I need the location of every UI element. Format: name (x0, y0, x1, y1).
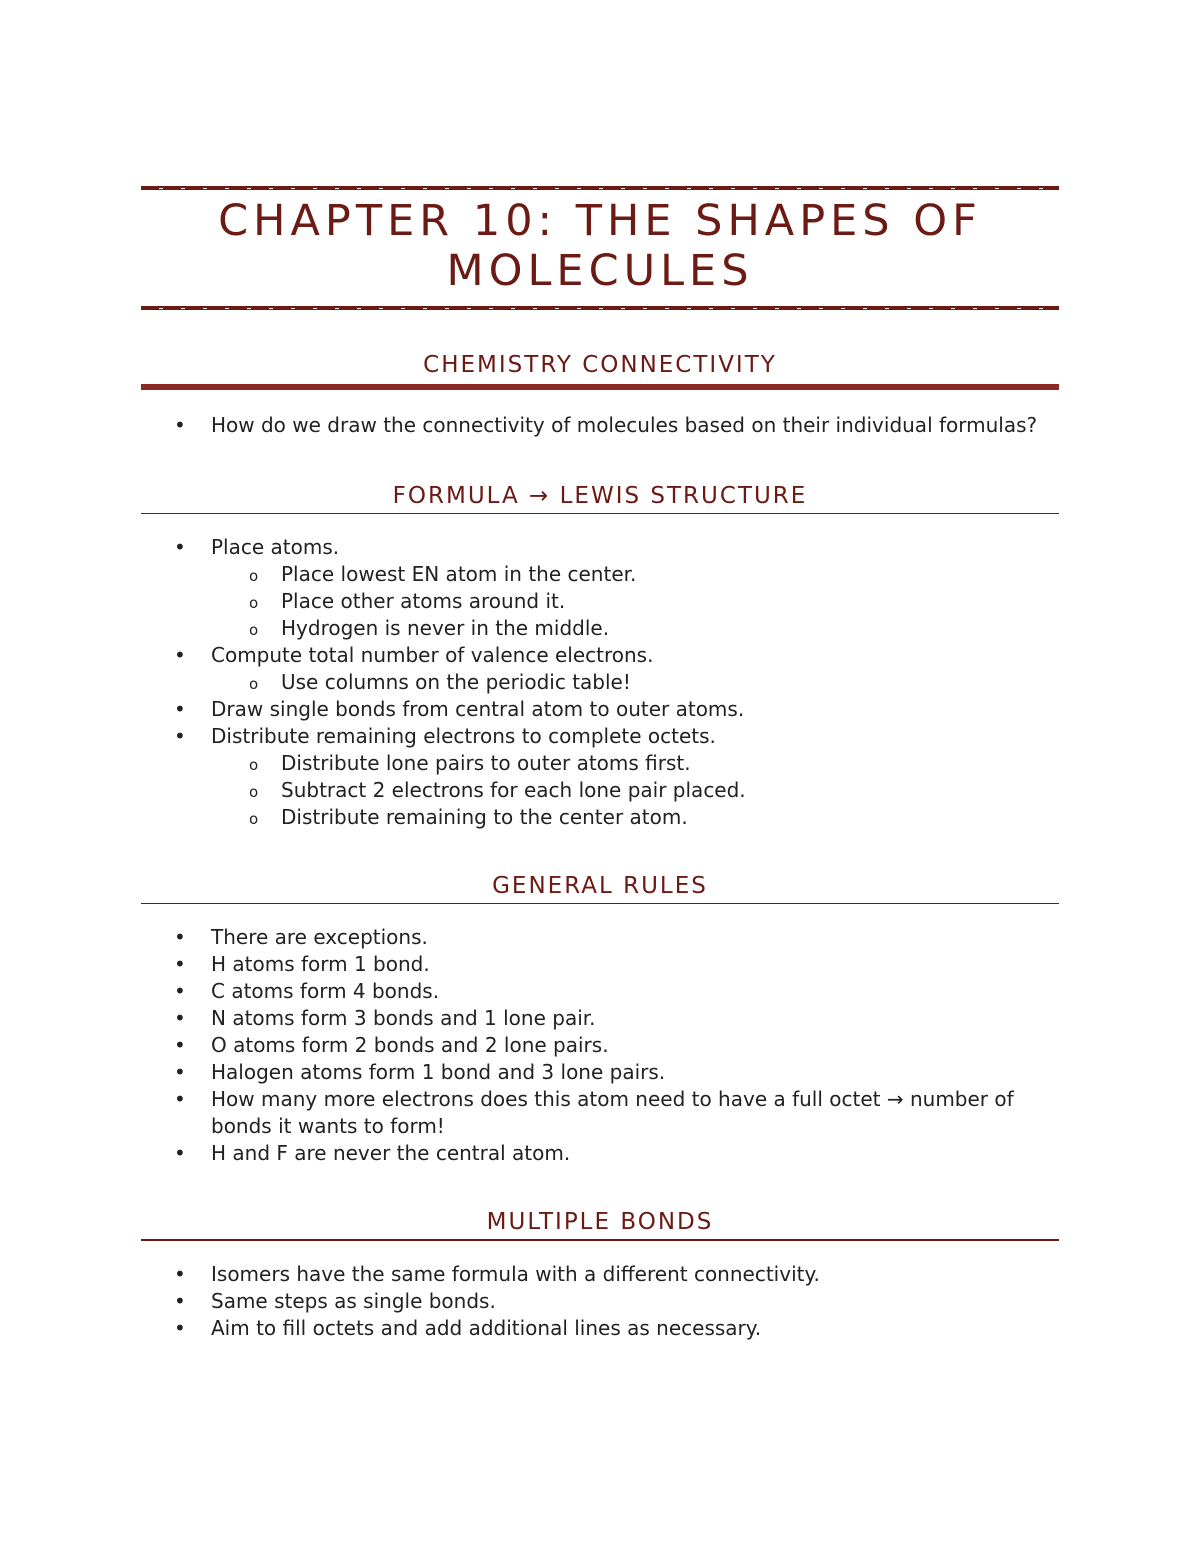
list-item-text: Distribute remaining electrons to complete octets. (211, 724, 716, 748)
section-rule (141, 384, 1059, 390)
section-formula-lewis-structure (141, 481, 1059, 831)
list-item: • H and F are never the central atom. (141, 1140, 1059, 1167)
sub-list-item: o Place other atoms around it. (211, 588, 1059, 615)
list-item: • Same steps as single bonds. (141, 1288, 1059, 1315)
list-item (141, 534, 1059, 642)
bullet-list (141, 924, 1059, 1167)
list-item: • How many more electrons does this atom need to have a full octet → number of bonds it wants to form! (141, 1086, 1059, 1140)
document-page (141, 186, 1059, 1342)
sub-list-item: o Distribute lone pairs to outer atoms first. (211, 750, 1059, 777)
list-item-text: Compute total number of valence electrons. (211, 643, 654, 667)
list-item: • Aim to fill octets and add additional lines as necessary. (141, 1315, 1059, 1342)
section-rule (141, 513, 1059, 514)
document-title: CHAPTER 10: THE SHAPES OF MOLECULES (218, 196, 982, 296)
sub-list-item: o Subtract 2 electrons for each lone pair placed. (211, 777, 1059, 804)
list-item: • C atoms form 4 bonds. (141, 978, 1059, 1005)
section-heading: MULTIPLE BONDS (486, 1209, 714, 1235)
list-item: • O atoms form 2 bonds and 2 lone pairs. (141, 1032, 1059, 1059)
section-multiple-bonds (141, 1207, 1059, 1342)
list-item: • Isomers have the same formula with a different connectivity. (141, 1261, 1059, 1288)
list-item: • N atoms form 3 bonds and 1 lone pair. (141, 1005, 1059, 1032)
list-item: • There are exceptions. (141, 924, 1059, 951)
section-chemistry-connectivity (141, 350, 1059, 439)
sub-list (211, 669, 1059, 696)
section-heading: CHEMISTRY CONNECTIVITY (423, 352, 777, 378)
sub-list-item: o Use columns on the periodic table! (211, 669, 1059, 696)
sub-list (211, 750, 1059, 831)
list-item: • How do we draw the connectivity of molecules based on their individual formulas? (141, 412, 1059, 439)
section-general-rules (141, 871, 1059, 1167)
list-item: • Halogen atoms form 1 bond and 3 lone pairs. (141, 1059, 1059, 1086)
list-item-text: Place atoms. (211, 535, 340, 559)
list-item (141, 723, 1059, 831)
bullet-list (141, 412, 1059, 439)
list-item: • H atoms form 1 bond. (141, 951, 1059, 978)
bullet-list (141, 1261, 1059, 1342)
sub-list-item: o Hydrogen is never in the middle. (211, 615, 1059, 642)
list-item: • Draw single bonds from central atom to outer atoms. (141, 696, 1059, 723)
sub-list-item: o Distribute remaining to the center atom. (211, 804, 1059, 831)
sub-list (211, 561, 1059, 642)
sub-list-item: o Place lowest EN atom in the center. (211, 561, 1059, 588)
section-heading: FORMULA → LEWIS STRUCTURE (392, 483, 808, 509)
list-item (141, 642, 1059, 696)
section-rule (141, 1239, 1059, 1241)
bullet-list (141, 534, 1059, 831)
title-rule-bottom (141, 306, 1059, 310)
section-rule (141, 903, 1059, 904)
section-heading: GENERAL RULES (492, 873, 708, 899)
